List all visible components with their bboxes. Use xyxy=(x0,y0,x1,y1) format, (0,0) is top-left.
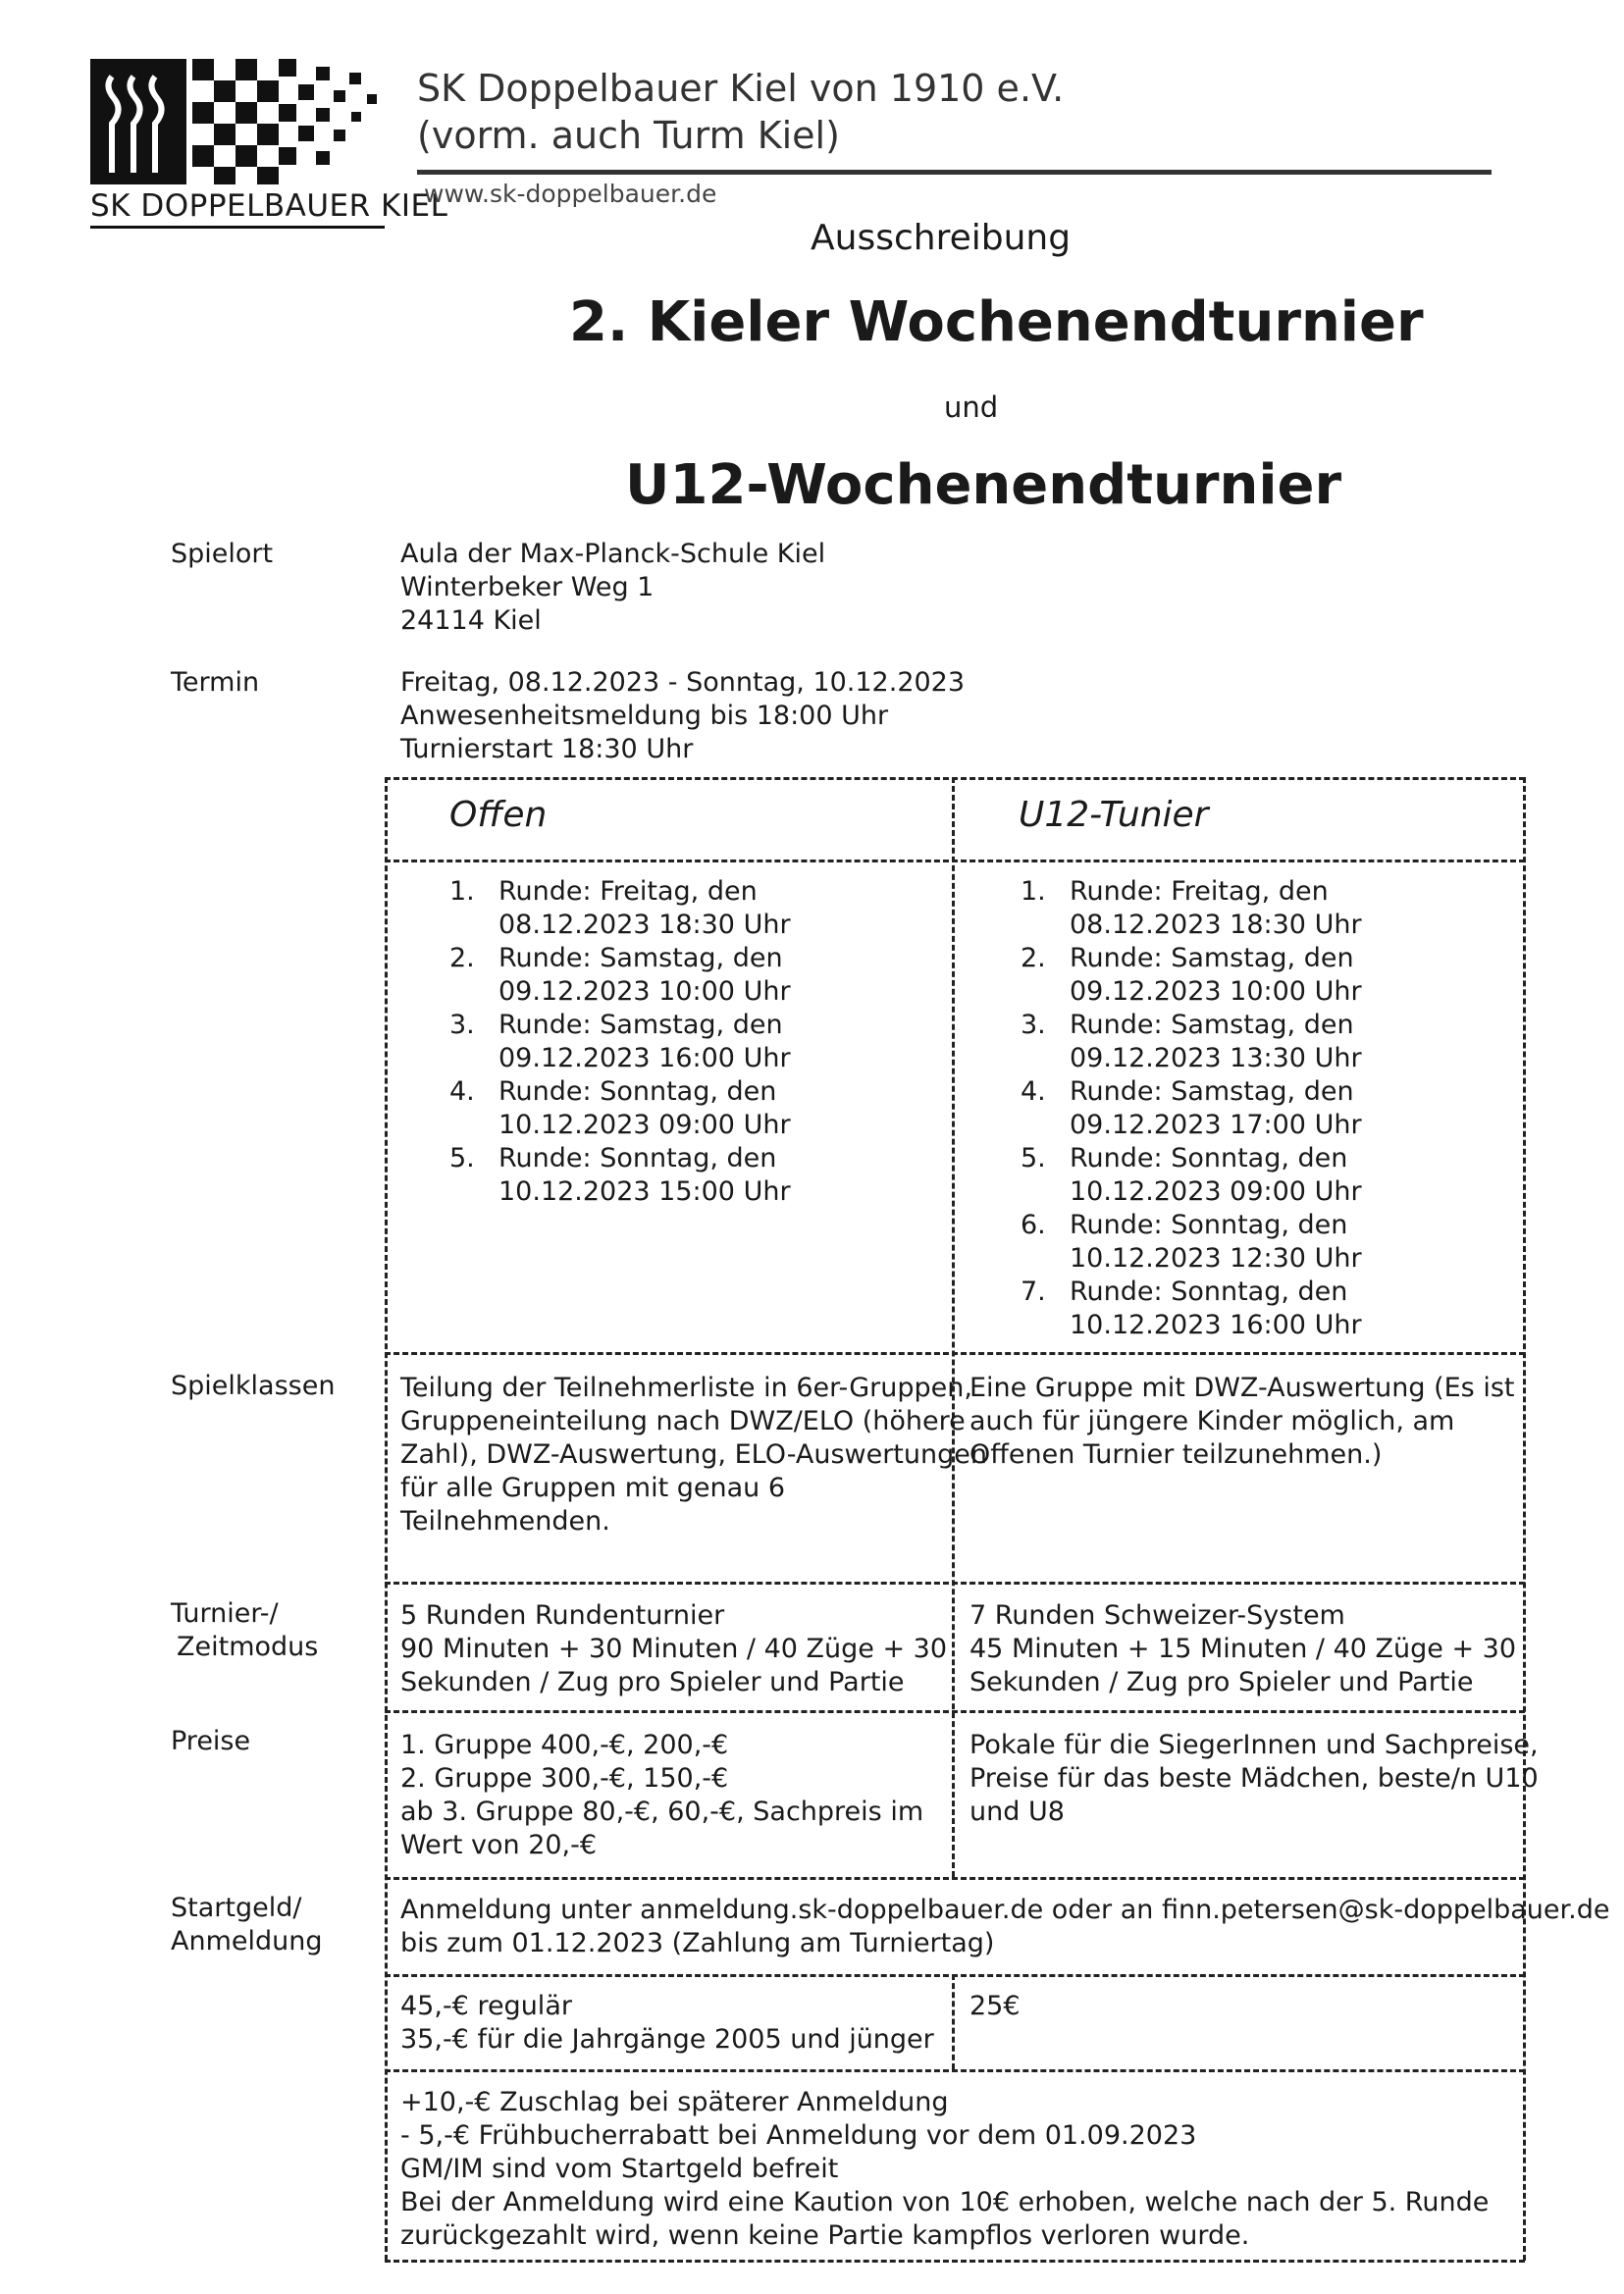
label-spielort: Spielort xyxy=(171,539,274,569)
table-border xyxy=(385,2069,1525,2072)
round-time: 09.12.2023 13:30 Uhr xyxy=(1070,1043,1362,1073)
round-day: Runde: Samstag, den xyxy=(1070,1010,1354,1040)
text-line: Gruppeneinteilung nach DWZ/ELO (höhere xyxy=(400,1406,966,1436)
header-divider xyxy=(417,170,1492,175)
round-day: Runde: Sonntag, den xyxy=(1070,1143,1348,1173)
website-link[interactable]: www.sk-doppelbauer.de xyxy=(424,180,717,208)
round-number: 4. xyxy=(1021,1076,1046,1107)
label-line: Zeitmodus xyxy=(177,1632,319,1662)
round-time: 10.12.2023 16:00 Uhr xyxy=(1070,1310,1362,1340)
title-secondary: U12-Wochenendturnier xyxy=(625,453,1342,517)
title-conjunction: und xyxy=(944,391,999,424)
text-line: 45,-€ regulär xyxy=(400,1991,572,2021)
list-item xyxy=(449,875,791,942)
date-info xyxy=(400,666,965,766)
venue-line: Aula der Max-Planck-Schule Kiel xyxy=(400,539,826,569)
text-line: Eine Gruppe mit DWZ-Auswertung (Es ist xyxy=(969,1373,1515,1403)
text-line: 90 Minuten + 30 Minuten / 40 Züge + 30 xyxy=(400,1634,948,1664)
table-column-divider xyxy=(952,1974,955,2069)
list-item xyxy=(1021,1142,1362,1209)
round-day: Runde: Samstag, den xyxy=(1070,1076,1354,1107)
text-line: und U8 xyxy=(969,1797,1065,1827)
label-line: Turnier-/ xyxy=(171,1598,279,1629)
text-line: Sekunden / Zug pro Spieler und Partie xyxy=(400,1667,905,1697)
round-number: 5. xyxy=(449,1143,475,1173)
registration-info xyxy=(400,1894,1609,1960)
label-startgeld xyxy=(171,1892,323,1958)
round-number: 1. xyxy=(449,876,475,907)
round-time: 08.12.2023 18:30 Uhr xyxy=(1070,910,1362,940)
round-day: Runde: Samstag, den xyxy=(498,943,783,973)
round-day: Runde: Sonntag, den xyxy=(498,1076,777,1107)
text-line[interactable]: Anmeldung unter anmeldung.sk-doppelbauer.de oder an finn.petersen@sk-doppelbauer.de xyxy=(400,1895,1610,1925)
round-number: 2. xyxy=(1021,943,1046,973)
text-line: Pokale für die SiegerInnen und Sachpreise, xyxy=(969,1730,1539,1760)
round-time: 08.12.2023 18:30 Uhr xyxy=(498,910,791,940)
column-header-u12: U12-Tunier xyxy=(1019,795,1209,835)
round-day: Runde: Samstag, den xyxy=(1070,943,1354,973)
text-line: bis zum 01.12.2023 (Zahlung am Turniertag) xyxy=(400,1928,995,1958)
round-number: 3. xyxy=(449,1010,475,1040)
text-line: Zahl), DWZ-Auswertung, ELO-Auswertungen xyxy=(400,1439,987,1470)
round-number: 2. xyxy=(449,943,475,973)
text-line: Offenen Turnier teilzunehmen.) xyxy=(969,1439,1383,1470)
table-border xyxy=(385,1352,1525,1355)
text-line: 45 Minuten + 15 Minuten / 40 Züge + 30 xyxy=(969,1634,1517,1664)
classes-open xyxy=(400,1372,987,1538)
list-item xyxy=(1021,1009,1362,1075)
text-line: auch für jüngere Kinder möglich, am xyxy=(969,1406,1455,1436)
text-line: zurückgezahlt wird, wenn keine Partie kampflos verloren wurde. xyxy=(400,2220,1250,2251)
modus-open xyxy=(400,1599,947,1699)
table-border xyxy=(385,1710,1525,1713)
table-column-divider xyxy=(952,777,955,1877)
text-line: Preise für das beste Mädchen, beste/n U10 xyxy=(969,1763,1539,1794)
text-line: 7 Runden Schweizer-System xyxy=(969,1600,1345,1631)
label-spielklassen: Spielklassen xyxy=(171,1371,336,1401)
column-header-open: Offen xyxy=(449,795,548,835)
prizes-u12 xyxy=(969,1729,1539,1829)
club-name-former: (vorm. auch Turm Kiel) xyxy=(417,114,840,157)
text-line: +10,-€ Zuschlag bei späterer Anmeldung xyxy=(400,2087,949,2117)
table-border xyxy=(385,777,388,2261)
text-line: GM/IM sind vom Startgeld befreit xyxy=(400,2154,839,2184)
round-time: 09.12.2023 17:00 Uhr xyxy=(1070,1110,1362,1140)
u12-rounds-list xyxy=(1021,875,1362,1342)
list-item xyxy=(449,1009,791,1075)
list-item xyxy=(449,942,791,1009)
table-border xyxy=(385,1582,1525,1585)
document-kicker: Ausschreibung xyxy=(811,218,1072,258)
text-line: 5 Runden Rundenturnier xyxy=(400,1600,725,1631)
fee-open xyxy=(400,1990,934,2057)
fee-u12: 25€ xyxy=(969,1991,1021,2021)
text-line: ab 3. Gruppe 80,-€, 60,-€, Sachpreis im xyxy=(400,1797,924,1827)
title-main: 2. Kieler Wochenendturnier xyxy=(569,290,1424,354)
text-line: Bei der Anmeldung wird eine Kaution von 10€ erhoben, welche nach der 5. Runde xyxy=(400,2187,1490,2217)
round-time: 10.12.2023 09:00 Uhr xyxy=(498,1110,791,1140)
venue-address xyxy=(400,538,825,638)
table-border xyxy=(385,1877,1525,1880)
list-item xyxy=(1021,942,1362,1009)
club-name: SK Doppelbauer Kiel von 1910 e.V. xyxy=(417,67,1065,110)
text-line: Teilnehmenden. xyxy=(400,1506,610,1537)
round-number: 3. xyxy=(1021,1010,1046,1040)
round-day: Runde: Sonntag, den xyxy=(498,1143,777,1173)
date-line: Anwesenheitsmeldung bis 18:00 Uhr xyxy=(400,701,889,731)
round-number: 5. xyxy=(1021,1143,1046,1173)
label-line: Anmeldung xyxy=(171,1926,323,1956)
modus-u12 xyxy=(969,1599,1516,1699)
table-border xyxy=(1523,777,1526,2261)
text-line: - 5,-€ Frühbucherrabatt bei Anmeldung vor dem 01.09.2023 xyxy=(400,2120,1197,2151)
list-item xyxy=(1021,1276,1362,1342)
list-item xyxy=(1021,1075,1362,1142)
round-day: Runde: Samstag, den xyxy=(498,1010,783,1040)
label-termin: Termin xyxy=(171,667,260,698)
text-line: für alle Gruppen mit genau 6 xyxy=(400,1473,786,1503)
date-line: Freitag, 08.12.2023 - Sonntag, 10.12.2023 xyxy=(400,667,966,698)
round-day: Runde: Sonntag, den xyxy=(1070,1277,1348,1307)
round-time: 10.12.2023 15:00 Uhr xyxy=(498,1176,791,1207)
text-line: 35,-€ für die Jahrgänge 2005 und jünger xyxy=(400,2024,934,2055)
prizes-open xyxy=(400,1729,923,1862)
text-line: 1. Gruppe 400,-€, 200,-€ xyxy=(400,1730,729,1760)
text-line: 2. Gruppe 300,-€, 150,-€ xyxy=(400,1763,729,1794)
round-time: 09.12.2023 10:00 Uhr xyxy=(1070,976,1362,1007)
venue-line: 24114 Kiel xyxy=(400,605,542,636)
logo-text: SK DOPPELBAUER KIEL xyxy=(90,188,448,224)
fee-notes xyxy=(400,2086,1489,2253)
round-time: 10.12.2023 09:00 Uhr xyxy=(1070,1176,1362,1207)
label-modus xyxy=(171,1597,318,1664)
list-item xyxy=(449,1075,791,1142)
round-number: 7. xyxy=(1021,1277,1046,1307)
label-preise: Preise xyxy=(171,1726,251,1756)
round-day: Runde: Freitag, den xyxy=(1070,876,1329,907)
round-number: 1. xyxy=(1021,876,1046,907)
text-line: Teilung der Teilnehmerliste in 6er-Gruppen, xyxy=(400,1373,972,1403)
text-line: Sekunden / Zug pro Spieler und Partie xyxy=(969,1667,1474,1697)
round-time: 09.12.2023 10:00 Uhr xyxy=(498,976,791,1007)
table-border xyxy=(385,777,1525,780)
round-day: Runde: Sonntag, den xyxy=(1070,1210,1348,1240)
table-border xyxy=(385,860,1525,862)
round-number: 4. xyxy=(449,1076,475,1107)
text-line: Wert von 20,-€ xyxy=(400,1830,598,1860)
classes-u12 xyxy=(969,1372,1514,1472)
date-line: Turnierstart 18:30 Uhr xyxy=(400,734,694,764)
round-number: 6. xyxy=(1021,1210,1046,1240)
list-item xyxy=(1021,1209,1362,1276)
logo-underline xyxy=(90,226,385,229)
list-item xyxy=(1021,875,1362,942)
table-border xyxy=(385,1974,1525,1977)
club-logo xyxy=(90,57,448,234)
round-day: Runde: Freitag, den xyxy=(498,876,758,907)
label-line: Startgeld/ xyxy=(171,1893,302,1923)
round-time: 09.12.2023 16:00 Uhr xyxy=(498,1043,791,1073)
list-item xyxy=(449,1142,791,1209)
venue-line: Winterbeker Weg 1 xyxy=(400,572,655,602)
chess-pawns-logo-icon xyxy=(90,57,394,184)
round-time: 10.12.2023 12:30 Uhr xyxy=(1070,1243,1362,1274)
open-rounds-list xyxy=(449,875,791,1209)
table-border xyxy=(385,2260,1525,2263)
